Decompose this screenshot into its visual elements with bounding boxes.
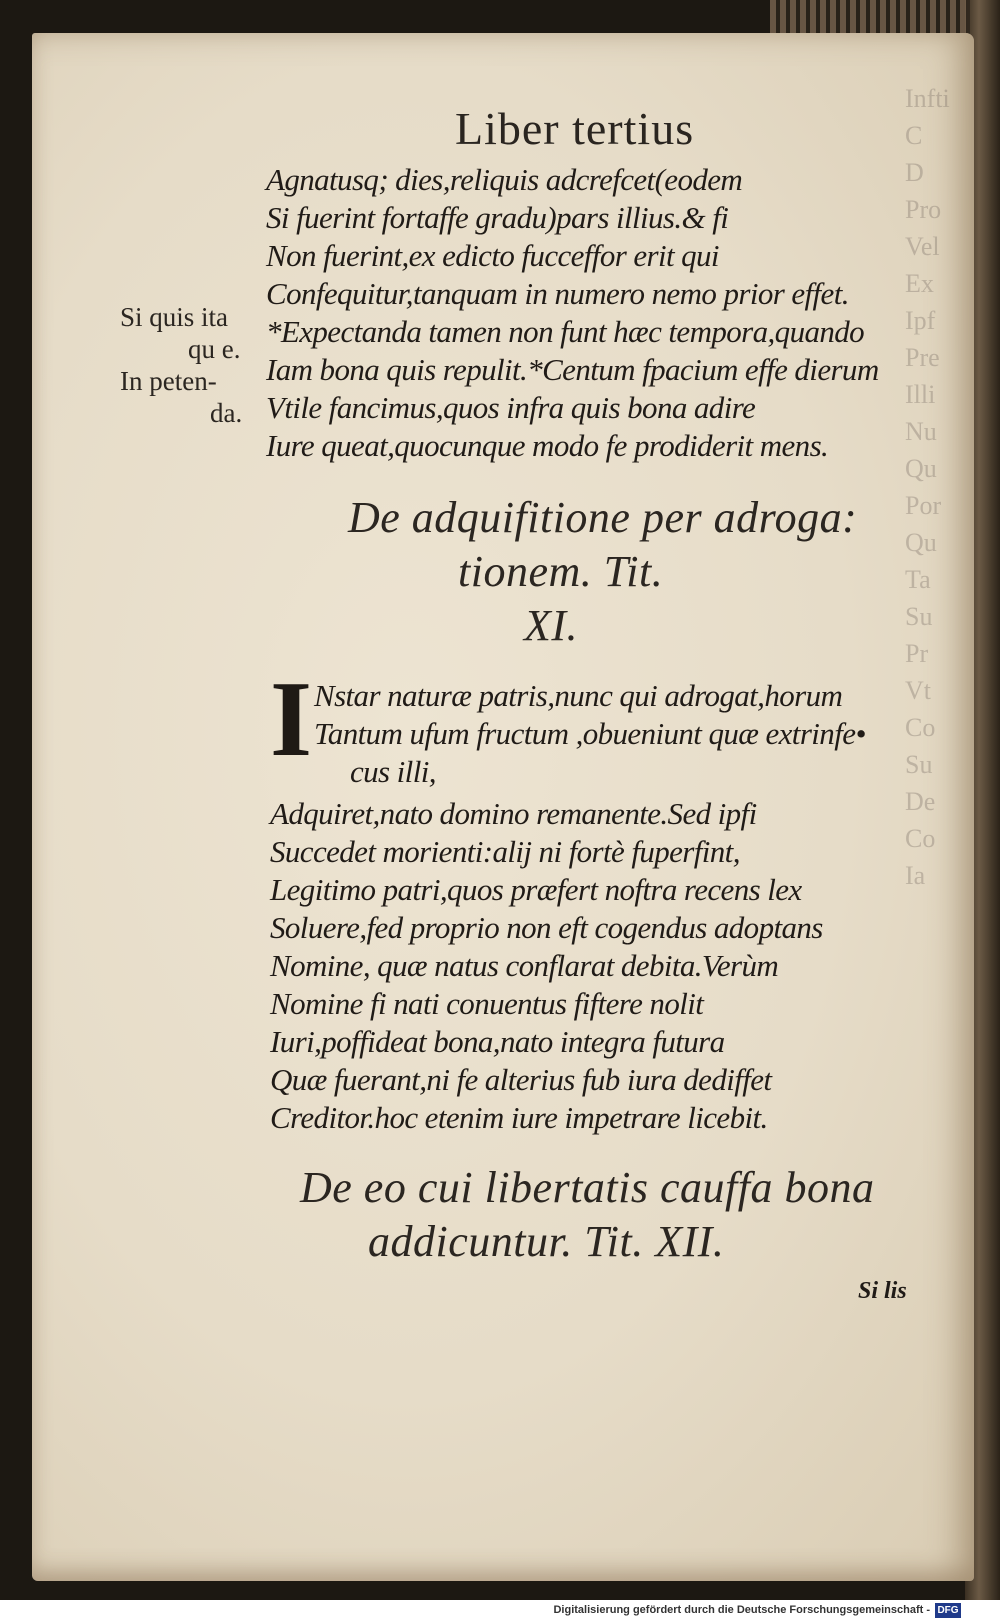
verse-line: Adquiret,nato domino remanente.Sed ipfi: [270, 796, 757, 831]
book-binding-top: [770, 0, 970, 34]
bleed-through-fragment: Ta: [905, 565, 931, 594]
verse-line: Legitimo patri,quos præfert noftra recens lex: [270, 872, 802, 907]
verse-line: Nomine, quæ natus conflarat debita.Verùm: [270, 948, 779, 983]
margin-note: qu e.: [188, 334, 241, 364]
bleed-through-fragment: Su: [905, 602, 933, 631]
verse-line: Iam bona quis repulit.*Centum fpacium effe dierum: [266, 352, 879, 387]
verse-line: Quæ fuerant,ni fe alterius fub iura dediffet: [270, 1062, 772, 1097]
verse-line: Nomine fi nati conuentus fiftere nolit: [270, 986, 704, 1021]
section-heading: De adquifitione per adroga:: [348, 493, 858, 542]
verse-line: Succedet morienti:alij ni fortè fuperfint,: [270, 834, 740, 869]
digitization-credit: Digitalisierung gefördert durch die Deutsche Forschungsgemeinschaft -: [553, 1604, 930, 1616]
section-number: XI.: [524, 601, 579, 650]
section-heading: addicuntur. Tit. XII.: [368, 1217, 725, 1266]
verse-line: cus illi,: [350, 754, 436, 789]
verse-line: Soluere,fed proprio non eft cogendus adoptans: [270, 910, 823, 945]
running-header: Liber tertius: [455, 103, 695, 154]
verse-line: *Expectanda tamen non funt hæc tempora,quando: [266, 314, 865, 349]
bleed-through-fragment: D: [905, 158, 924, 187]
verse-line: Nstar naturæ patris,nunc qui adrogat,horum: [314, 678, 843, 713]
bleed-through-fragment: Ex: [905, 269, 934, 298]
verse-line: Creditor.hoc etenim iure impetrare licebit.: [270, 1100, 768, 1135]
bleed-through-fragment: Vt: [905, 676, 931, 705]
bleed-through-fragment: Pro: [905, 195, 942, 224]
bleed-through-fragment: Su: [905, 750, 933, 779]
margin-note: Si quis ita: [120, 302, 229, 332]
margin-note: da.: [210, 398, 243, 428]
bleed-through-fragment: Infti: [905, 84, 950, 113]
bleed-through-fragment: Co: [905, 824, 936, 853]
verse-line: Iuri,poffideat bona,nato integra futura: [270, 1024, 725, 1059]
bleed-through-fragment: Qu: [905, 528, 937, 557]
bleed-through-fragment: Ia: [905, 861, 926, 890]
section-heading: tionem. Tit.: [458, 547, 664, 596]
verse-line: Tantum ufum fructum ,obueniunt quæ extrinfe•: [314, 716, 866, 751]
verse-line: Si fuerint fortaffe gradu)pars illius.& fi: [266, 200, 729, 235]
bleed-through-fragment: C: [905, 121, 923, 150]
catchword: Si lis: [858, 1278, 907, 1304]
bleed-through-fragment: Illi: [905, 380, 936, 409]
bleed-through-fragment: Vel: [905, 232, 940, 261]
verse-line: Vtile fancimus,quos infra quis bona adire: [266, 390, 756, 425]
bleed-through-fragment: Co: [905, 713, 936, 742]
verse-line: Agnatusq; dies,reliquis adcrefcet(eodem: [266, 162, 743, 197]
bleed-through-fragment: Ipf: [905, 306, 936, 335]
verse-line: Non fuerint,ex edicto fucceffor erit qui: [266, 238, 719, 273]
bleed-through-fragment: De: [905, 787, 936, 816]
bleed-through-fragment: Qu: [905, 454, 937, 483]
dfg-logo: DFG: [935, 1603, 961, 1618]
verse-line: Iure queat,quocunque modo fe prodiderit mens.: [266, 428, 829, 463]
bleed-through-fragment: Nu: [905, 417, 937, 446]
bleed-through-fragment: Por: [905, 491, 942, 520]
bleed-through-text: [905, 80, 965, 1280]
bleed-through-fragment: Pr: [905, 639, 929, 668]
margin-note: In peten-: [120, 366, 217, 396]
bleed-through-fragment: Pre: [905, 343, 940, 372]
verse-line: Confequitur,tanquam in numero nemo prior effet.: [266, 276, 849, 311]
section-heading: De eo cui libertatis cauffa bona: [300, 1163, 875, 1212]
drop-cap-initial: I: [270, 660, 313, 779]
